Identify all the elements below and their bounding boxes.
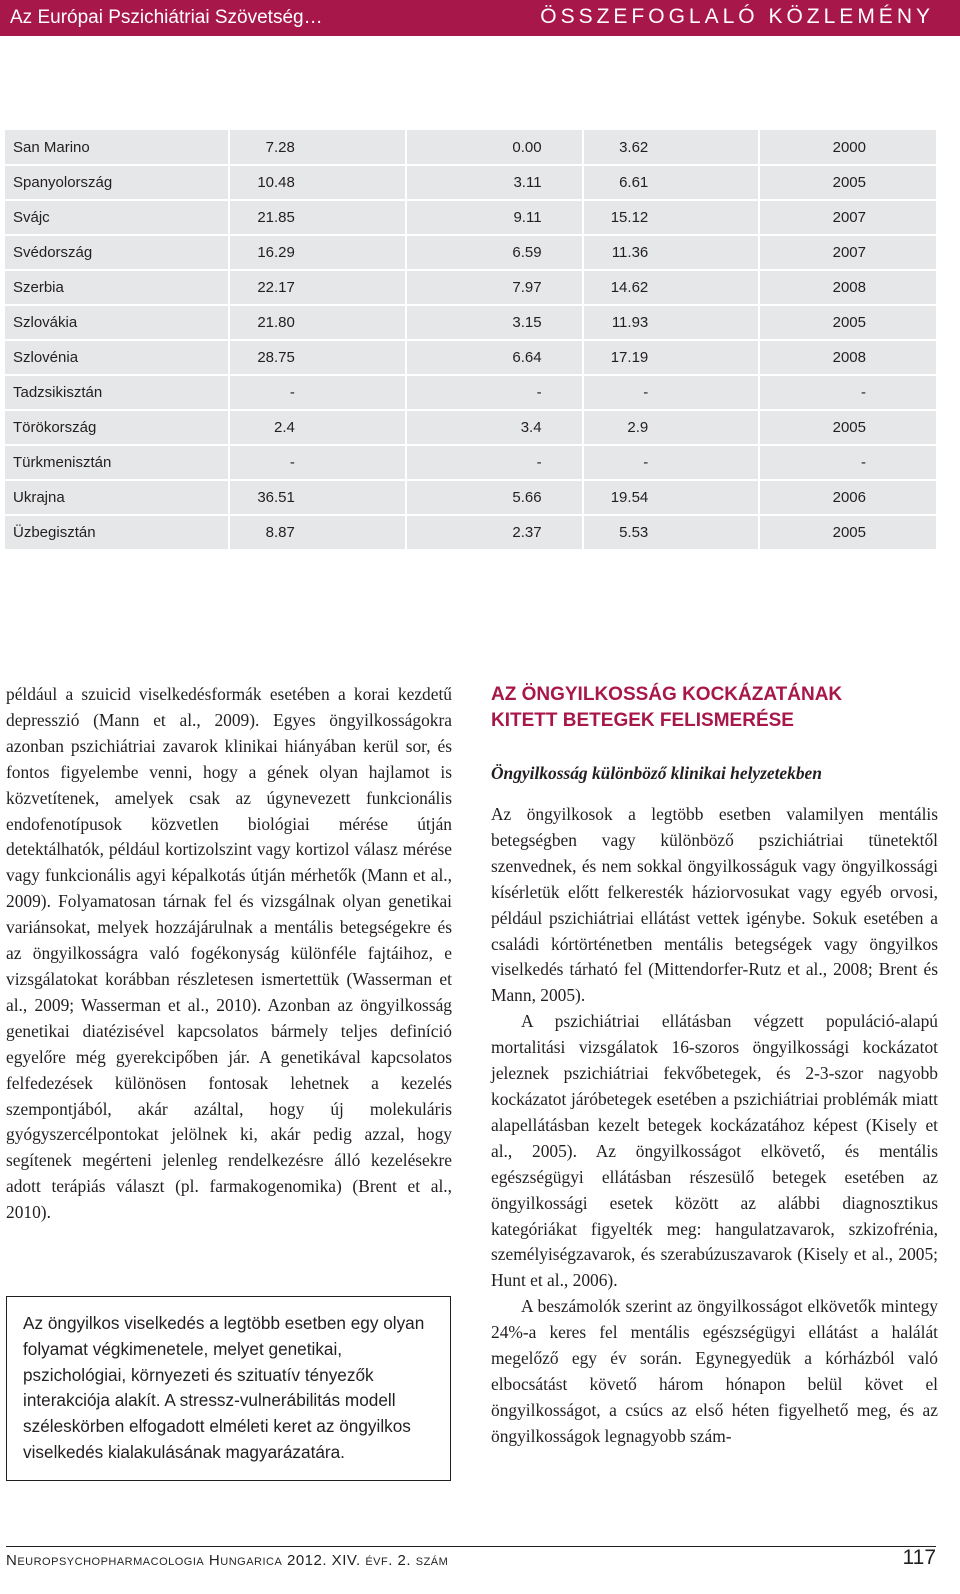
table-cell-value: 14.62 xyxy=(583,270,760,305)
table-cell-value: 22.17 xyxy=(229,270,406,305)
table-cell-country: Törökország xyxy=(5,410,229,445)
table-row xyxy=(5,130,936,165)
table-cell-value: 5.66 xyxy=(406,480,583,515)
table-cell-country: Svédország xyxy=(5,235,229,270)
table-cell-value: 6.59 xyxy=(406,235,583,270)
country-data-table xyxy=(5,130,936,551)
table-row xyxy=(5,270,936,305)
table-cell-value: 2.37 xyxy=(406,515,583,550)
section-subtitle: Öngyilkosság különböző klinikai helyzetekben xyxy=(491,763,822,783)
table-cell-value: 2008 xyxy=(759,270,936,305)
table-cell-value: 2005 xyxy=(759,515,936,550)
running-header xyxy=(0,0,960,36)
table-cell-value: - xyxy=(759,375,936,410)
left-paragraph: például a szuicid viselkedésformák esetében a korai kezdetű depresszió (Mann et al., 2009). Egyes öngyilkosságokra azonban pszichiátriai zavarok klinikai hiányában kerül sor, és fontos figyelembe venni, hogy a gének olyan hajlamot is közvetítenek, amelyek csak az úgynevezett funkcionális endofenotípusok közvetlen biológiai mérése útján detektálhatók, például kortizolszint vagy kortizol válasz mérése vagy funkcionális agyi képalkotás útján mérhetők (Mann et al., 2009). Folyamatosan tárnak fel és vizsgálnak olyan genetikai variánsokat, melyek hozzájárulnak a mentális betegségekre és az öngyilkosságra való fogékonyság különféle fajtáihoz, e vizsgálatokat korábban részletesen ismertettük (Wasserman et al., 2009; Wasserman et al., 2010). Azonban az öngyilkosság genetikai diatézisével kapcsolatos bármely teljes definíció egyelőre még gyerekcipőben jár. A genetikával kapcsolatos felfedezések különösen fontosak lehetnek a kezelés szempontjából, akár azáltal, hogy új molekuláris gyógyszercélpontokat jelölnek ki, akár pedig azzal, hogy segítenek megérteni jelenleg rendelkezésre álló kezelésekre adott terápiás választ (pl. farmakogenomika) (Brent et al., 2010). xyxy=(6,684,452,1223)
right-paragraph-2: A pszichiátriai ellátásban végzett populáció-alapú mortalitási vizsgálatok 16-szoros öngyilkossági kockázatot jeleznek pszichiátriai fekvőbetegek, és 2-3-szor nagyobb kockázatot járóbetegek esetében a pszichiátriai problémák miatt alapellátásban kezelt betegek kockázatához képest (Kisely et al., 2005). Az öngyilkosságot elkövető, és mentális egészségügyi ellátásban részesülő betegek esetében az öngyilkossági esetek között az alábbi diagnosztikus kategóriákat figyelték meg: hangulatzavarok, szkizofrénia, személyiségzavarok, és szerabúzuszavarok (Kisely et al., 2005; Hunt et al., 2006). xyxy=(491,1011,938,1291)
table-cell-value: 36.51 xyxy=(229,480,406,515)
table-cell-country: Szerbia xyxy=(5,270,229,305)
table-cell-country: Szlovénia xyxy=(5,340,229,375)
table-cell-value: - xyxy=(406,445,583,480)
table-cell-value: 2007 xyxy=(759,235,936,270)
table-cell-value: 16.29 xyxy=(229,235,406,270)
table-cell-value: 2000 xyxy=(759,130,936,165)
table-cell-value: 11.36 xyxy=(583,235,760,270)
table-cell-value: 7.28 xyxy=(229,130,406,165)
table-cell-value: 11.93 xyxy=(583,305,760,340)
table-cell-value: 2005 xyxy=(759,410,936,445)
page-footer xyxy=(6,1546,936,1576)
table-cell-value: 2.4 xyxy=(229,410,406,445)
table-cell-country: San Marino xyxy=(5,130,229,165)
table-cell-value: - xyxy=(406,375,583,410)
footer-rule xyxy=(6,1546,936,1547)
table-cell-value: 3.11 xyxy=(406,165,583,200)
table-row xyxy=(5,200,936,235)
table-cell-value: 6.64 xyxy=(406,340,583,375)
section-title-line-2: KITETT BETEGEK FELISMERÉSE xyxy=(491,710,794,731)
table-row xyxy=(5,340,936,375)
table-cell-value: 8.87 xyxy=(229,515,406,550)
right-paragraph-3: A beszámolók szerint az öngyilkosságot elkövetők mintegy 24%-a keres fel mentális egészségügyi ellátást a halálát megelőző egy év során. Egynegyedük a kórházból való elbocsátást követő három hónapon belül követ el öngyilkosságot, a csúcs az első héten figyelhető meg, és az öngyilkosságok legnagyobb szám- xyxy=(491,1296,938,1446)
table-cell-value: 2007 xyxy=(759,200,936,235)
right-paragraph-1: Az öngyilkosok a legtöbb esetben valamilyen mentális betegségben vagy különböző pszichiátriai tünetektől szenvednek, és nem sokkal öngyilkosságuk vagy öngyilkossági kísérletük előtt felkeresték háziorvosukat vagy egyéb orvosi, például pszichiátriai ellátást vettek igénybe. Sokuk esetében a családi kórtörténetben mentális betegségek vagy öngyilkos viselkedés tárható fel (Mittendorfer-Rutz et al., 2008; Brent és Mann, 2005). xyxy=(491,804,938,1006)
table-cell-value: 2006 xyxy=(759,480,936,515)
callout-box xyxy=(6,1296,451,1481)
table-cell-value: - xyxy=(583,375,760,410)
table-cell-value: 2005 xyxy=(759,305,936,340)
table-row xyxy=(5,375,936,410)
table-cell-value: 21.80 xyxy=(229,305,406,340)
table-cell-value: 2008 xyxy=(759,340,936,375)
table-cell-value: - xyxy=(229,375,406,410)
table-cell-value: 0.00 xyxy=(406,130,583,165)
table-cell-value: 3.15 xyxy=(406,305,583,340)
table-cell-value: 21.85 xyxy=(229,200,406,235)
table-cell-value: 6.61 xyxy=(583,165,760,200)
table-cell-country: Svájc xyxy=(5,200,229,235)
table-cell-value: 2.9 xyxy=(583,410,760,445)
section-title xyxy=(491,682,938,734)
table-row xyxy=(5,235,936,270)
left-column xyxy=(6,682,452,1226)
table-row xyxy=(5,305,936,340)
table-cell-country: Tadzsikisztán xyxy=(5,375,229,410)
table-cell-value: 3.4 xyxy=(406,410,583,445)
table-cell-value: 7.97 xyxy=(406,270,583,305)
table-cell-value: 19.54 xyxy=(583,480,760,515)
right-body-text xyxy=(491,802,938,1450)
table-cell-value: - xyxy=(229,445,406,480)
table-row xyxy=(5,410,936,445)
table-cell-country: Ukrajna xyxy=(5,480,229,515)
table-cell-value: 3.62 xyxy=(583,130,760,165)
table-cell-country: Üzbegisztán xyxy=(5,515,229,550)
table-cell-value: 10.48 xyxy=(229,165,406,200)
table-row xyxy=(5,165,936,200)
table-cell-value: 15.12 xyxy=(583,200,760,235)
table-cell-value: 5.53 xyxy=(583,515,760,550)
table-cell-value: 2005 xyxy=(759,165,936,200)
table-cell-country: Türkmenisztán xyxy=(5,445,229,480)
table-cell-value: 9.11 xyxy=(406,200,583,235)
header-article-title: Az Európai Pszichiátriai Szövetség… xyxy=(10,7,323,28)
table-body xyxy=(5,130,936,550)
table-row xyxy=(5,515,936,550)
table-cell-value: 17.19 xyxy=(583,340,760,375)
table-cell-country: Szlovákia xyxy=(5,305,229,340)
header-section-label: ÖSSZEFOGLALÓ KÖZLEMÉNY xyxy=(540,5,934,28)
table-cell-value: - xyxy=(583,445,760,480)
table-row xyxy=(5,480,936,515)
table-cell-country: Spanyolország xyxy=(5,165,229,200)
section-title-line-1: AZ ÖNGYILKOSSÁG KOCKÁZATÁNAK xyxy=(491,684,843,705)
table-cell-value: 28.75 xyxy=(229,340,406,375)
table-cell-value: - xyxy=(759,445,936,480)
footer-journal-name: Neuropsychopharmacologia Hungarica 2012. XIV. évf. 2. szám xyxy=(6,1552,449,1569)
right-column xyxy=(491,682,938,1450)
callout-text: Az öngyilkos viselkedés a legtöbb esetben egy olyan folyamat végkimenetele, melyet genetikai, pszichológiai, környezeti és szituatív tényezők interakciója alakít. A stressz-vulnerábilitás modell széleskörben elfogadott elméleti keret az öngyilkos viselkedés kialakulásának magyarázatára. xyxy=(23,1313,425,1462)
table-row xyxy=(5,445,936,480)
page-number: 117 xyxy=(902,1546,936,1569)
